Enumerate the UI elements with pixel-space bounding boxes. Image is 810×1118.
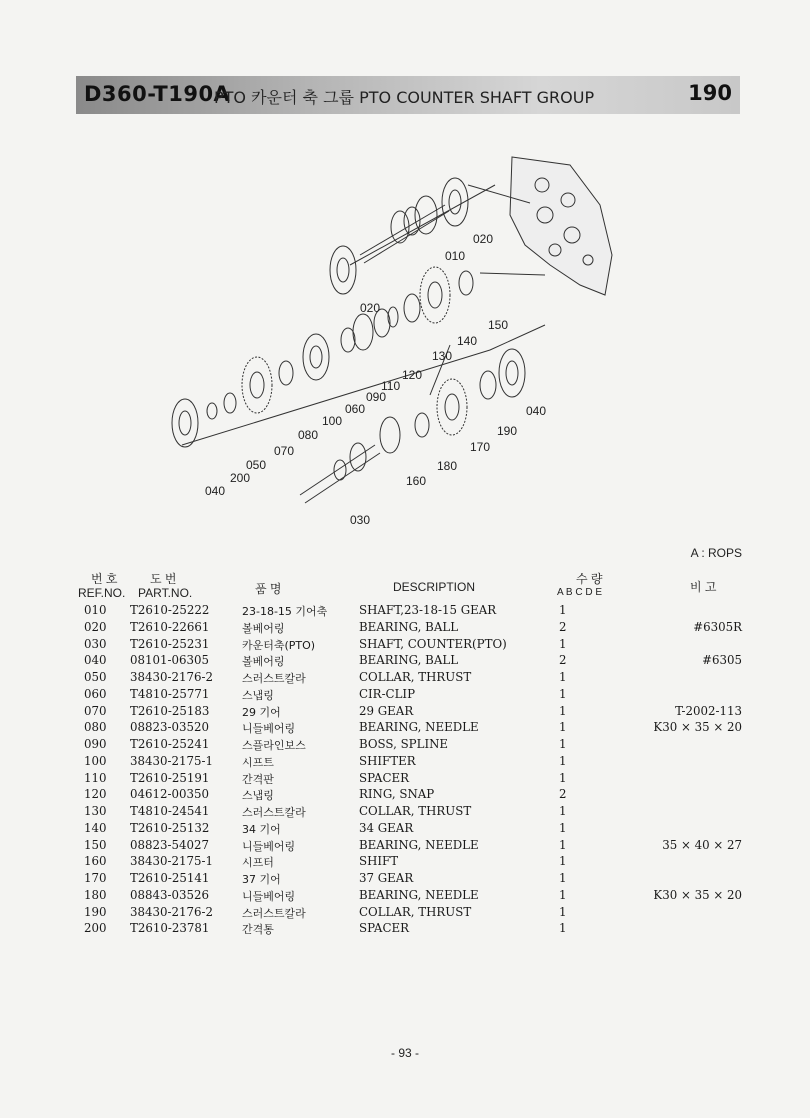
table-row <box>0 838 810 855</box>
callout-label: 010 <box>445 249 466 263</box>
cell-part: 08101-06305 <box>130 653 210 668</box>
cell-part: T2610-25241 <box>130 737 210 751</box>
header-part-kor: 도 번 <box>150 572 177 586</box>
table-row <box>0 670 810 687</box>
callout-label: 080 <box>298 428 319 442</box>
cell-part: 08823-03520 <box>130 720 210 735</box>
callout-label: 200 <box>230 471 251 485</box>
cell-desc: SPACER <box>359 921 409 936</box>
page-footer: - 93 - <box>390 1046 419 1060</box>
cell-ref: 020 <box>84 619 107 634</box>
cell-ref: 170 <box>84 871 107 885</box>
table-row <box>0 704 810 721</box>
cell-kor: 37 기어 <box>242 873 281 886</box>
callout-label: 160 <box>406 474 427 488</box>
callout-label: 020 <box>360 301 381 315</box>
cell-ref: 030 <box>84 636 107 651</box>
cell-ref: 070 <box>84 703 107 718</box>
callout-label: 050 <box>246 458 267 472</box>
cell-desc: SHAFT,23-18-15 GEAR <box>359 603 497 617</box>
cell-kor: 29 기어 <box>242 705 281 719</box>
cell-part: 08823-54027 <box>130 837 210 852</box>
table-row <box>0 603 810 620</box>
callout-label: 120 <box>402 368 423 382</box>
header-ref-eng: REF.NO. <box>78 586 126 600</box>
cell-qty: 2 <box>559 787 567 802</box>
callout-label: 140 <box>457 334 478 348</box>
cell-ref: 110 <box>84 770 107 785</box>
callout-label: 180 <box>437 459 458 473</box>
callout-label: 150 <box>488 318 509 332</box>
cell-kor: 볼베어링 <box>242 655 285 669</box>
cell-kor: 스냅링 <box>242 789 274 803</box>
cell-kor: 스러스트칼라 <box>242 672 306 685</box>
cell-desc: BEARING, BALL <box>359 619 459 634</box>
cell-qty: 1 <box>559 887 567 902</box>
cell-desc: RING, SNAP <box>359 787 435 802</box>
cell-part: T2610-25231 <box>130 636 210 651</box>
cell-part: T4810-25771 <box>130 686 210 701</box>
header-qty-cols: A B C D E <box>557 587 603 598</box>
header-qty-kor: 수 량 <box>576 572 603 586</box>
cell-kor: 니들베어링 <box>242 889 296 903</box>
cell-desc: COLLAR, THRUST <box>359 670 472 684</box>
callout-label: 030 <box>350 513 371 527</box>
cell-rem: #6305R <box>693 619 742 634</box>
cell-kor: 34 기어 <box>242 822 281 836</box>
callout-label: 090 <box>366 390 387 404</box>
legend-note: A : ROPS <box>690 546 742 560</box>
cell-ref: 060 <box>84 686 107 701</box>
group-title: PTO 카운터 축 그룹 PTO COUNTER SHAFT GROUP <box>214 88 595 107</box>
cell-qty: 1 <box>559 686 567 701</box>
cell-qty: 1 <box>559 820 567 835</box>
cell-ref: 100 <box>84 753 107 768</box>
cell-ref: 190 <box>84 904 107 919</box>
cell-ref: 160 <box>84 854 107 869</box>
cell-kor: 간격판 <box>242 772 274 786</box>
cell-kor: 스냅링 <box>242 688 274 702</box>
model-code: D360-T190A <box>84 82 231 106</box>
page-number: 190 <box>688 81 732 105</box>
table-row <box>0 637 810 654</box>
table-row <box>0 754 810 771</box>
cell-part: T2610-25222 <box>130 603 210 617</box>
cell-qty: 1 <box>559 871 567 885</box>
cell-part: T2610-25191 <box>130 770 210 785</box>
cell-qty: 1 <box>559 737 567 751</box>
cell-qty: 1 <box>559 703 567 718</box>
callout-label: 130 <box>432 349 453 363</box>
cell-part: 38430-2175-1 <box>130 854 214 869</box>
cell-ref: 050 <box>84 670 107 684</box>
cell-ref: 130 <box>84 804 107 818</box>
cell-ref: 140 <box>84 820 107 835</box>
cell-part: 04612-00350 <box>130 787 210 802</box>
table-row <box>0 888 810 905</box>
table-row <box>0 905 810 922</box>
cell-rem: K30 × 35 × 20 <box>653 887 742 902</box>
parts-table <box>0 603 810 938</box>
cell-kor: 스플라인보스 <box>242 739 306 752</box>
cell-ref: 120 <box>84 787 107 802</box>
table-row <box>0 620 810 637</box>
cell-kor: 간격통 <box>242 923 274 937</box>
cell-rem: #6305 <box>702 653 742 668</box>
cell-ref: 200 <box>84 921 107 936</box>
cell-qty: 2 <box>559 653 567 668</box>
cell-part: T2610-25141 <box>130 871 210 885</box>
cell-qty: 2 <box>559 619 567 634</box>
cell-kor: 시프터 <box>242 856 274 870</box>
cell-desc: 29 GEAR <box>359 703 414 718</box>
header-part-eng: PART.NO. <box>138 586 193 600</box>
cell-desc: 34 GEAR <box>359 820 414 835</box>
cell-qty: 1 <box>559 603 567 617</box>
cell-rem: T-2002-113 <box>675 703 742 718</box>
callout-label: 110 <box>381 379 401 393</box>
header-description: DESCRIPTION <box>393 580 476 594</box>
cell-ref: 150 <box>84 837 107 852</box>
cell-ref: 040 <box>84 653 107 668</box>
table-row <box>0 653 810 670</box>
cell-rem: 35 × 40 × 27 <box>662 837 742 852</box>
cell-qty: 1 <box>559 921 567 936</box>
cell-qty: 1 <box>559 753 567 768</box>
cell-part: T2610-22661 <box>130 619 210 634</box>
cell-desc: 37 GEAR <box>359 871 414 885</box>
cell-qty: 1 <box>559 837 567 852</box>
table-row <box>0 787 810 804</box>
cell-part: T2610-23781 <box>130 921 210 936</box>
table-header <box>0 568 810 604</box>
callout-label: 100 <box>322 414 343 428</box>
exploded-parts-diagram <box>150 145 640 540</box>
cell-qty: 1 <box>559 854 567 869</box>
cell-part: T2610-25183 <box>130 703 210 718</box>
cell-part: 38430-2176-2 <box>130 904 214 919</box>
cell-part: 38430-2176-2 <box>130 670 214 684</box>
cell-qty: 1 <box>559 804 567 818</box>
cell-desc: BEARING, NEEDLE <box>359 887 479 902</box>
cell-kor: 니들베어링 <box>242 722 296 736</box>
cell-ref: 180 <box>84 887 107 902</box>
cell-part: T2610-25132 <box>130 820 210 835</box>
cell-desc: BEARING, NEEDLE <box>359 720 479 735</box>
cell-desc: COLLAR, THRUST <box>359 804 472 818</box>
cell-part: 38430-2175-1 <box>130 753 214 768</box>
table-row <box>0 771 810 788</box>
cell-desc: BEARING, BALL <box>359 653 459 668</box>
callout-label: 190 <box>497 424 518 438</box>
callout-label: 170 <box>470 440 491 454</box>
table-row <box>0 871 810 888</box>
header-name-kor: 품 명 <box>255 582 282 596</box>
cell-kor: 23-18-15 기어축 <box>242 605 328 618</box>
callout-label: 060 <box>345 402 366 416</box>
cell-desc: SHAFT, COUNTER(PTO) <box>359 636 507 651</box>
cell-part: 08843-03526 <box>130 887 210 902</box>
cell-desc: BOSS, SPLINE <box>359 737 449 751</box>
callout-label: 040 <box>526 404 547 418</box>
table-row <box>0 854 810 871</box>
cell-desc: SHIFTER <box>359 753 416 768</box>
cell-desc: BEARING, NEEDLE <box>359 837 479 852</box>
cell-desc: COLLAR, THRUST <box>359 904 472 919</box>
table-row <box>0 737 810 754</box>
cell-qty: 1 <box>559 670 567 684</box>
table-row <box>0 821 810 838</box>
cell-kor: 카운터축(PTO) <box>242 638 316 652</box>
cell-ref: 080 <box>84 720 107 735</box>
table-row <box>0 720 810 737</box>
header-remarks-kor: 비 고 <box>690 580 717 594</box>
cell-desc: SPACER <box>359 770 409 785</box>
callout-label: 020 <box>473 232 494 246</box>
cell-qty: 1 <box>559 904 567 919</box>
cell-ref: 090 <box>84 737 107 751</box>
cell-kor: 스러스트칼라 <box>242 806 306 819</box>
callout-label: 070 <box>274 444 295 458</box>
page-header <box>76 76 740 114</box>
cell-part: T4810-24541 <box>130 804 210 818</box>
table-row <box>0 804 810 821</box>
cell-qty: 1 <box>559 720 567 735</box>
cell-desc: SHIFT <box>359 854 399 869</box>
table-row <box>0 921 810 938</box>
cell-rem: K30 × 35 × 20 <box>653 720 742 735</box>
header-ref-kor: 번 호 <box>91 572 118 586</box>
cell-kor: 스러스트칼라 <box>242 906 306 920</box>
cell-kor: 니들베어링 <box>242 839 296 853</box>
cell-desc: CIR-CLIP <box>359 686 416 701</box>
cell-kor: 시프트 <box>242 755 274 769</box>
cell-qty: 1 <box>559 636 567 651</box>
cell-kor: 볼베어링 <box>242 621 285 635</box>
callout-label: 040 <box>205 484 226 498</box>
cell-ref: 010 <box>84 603 107 617</box>
cell-qty: 1 <box>559 770 567 785</box>
table-row <box>0 687 810 704</box>
